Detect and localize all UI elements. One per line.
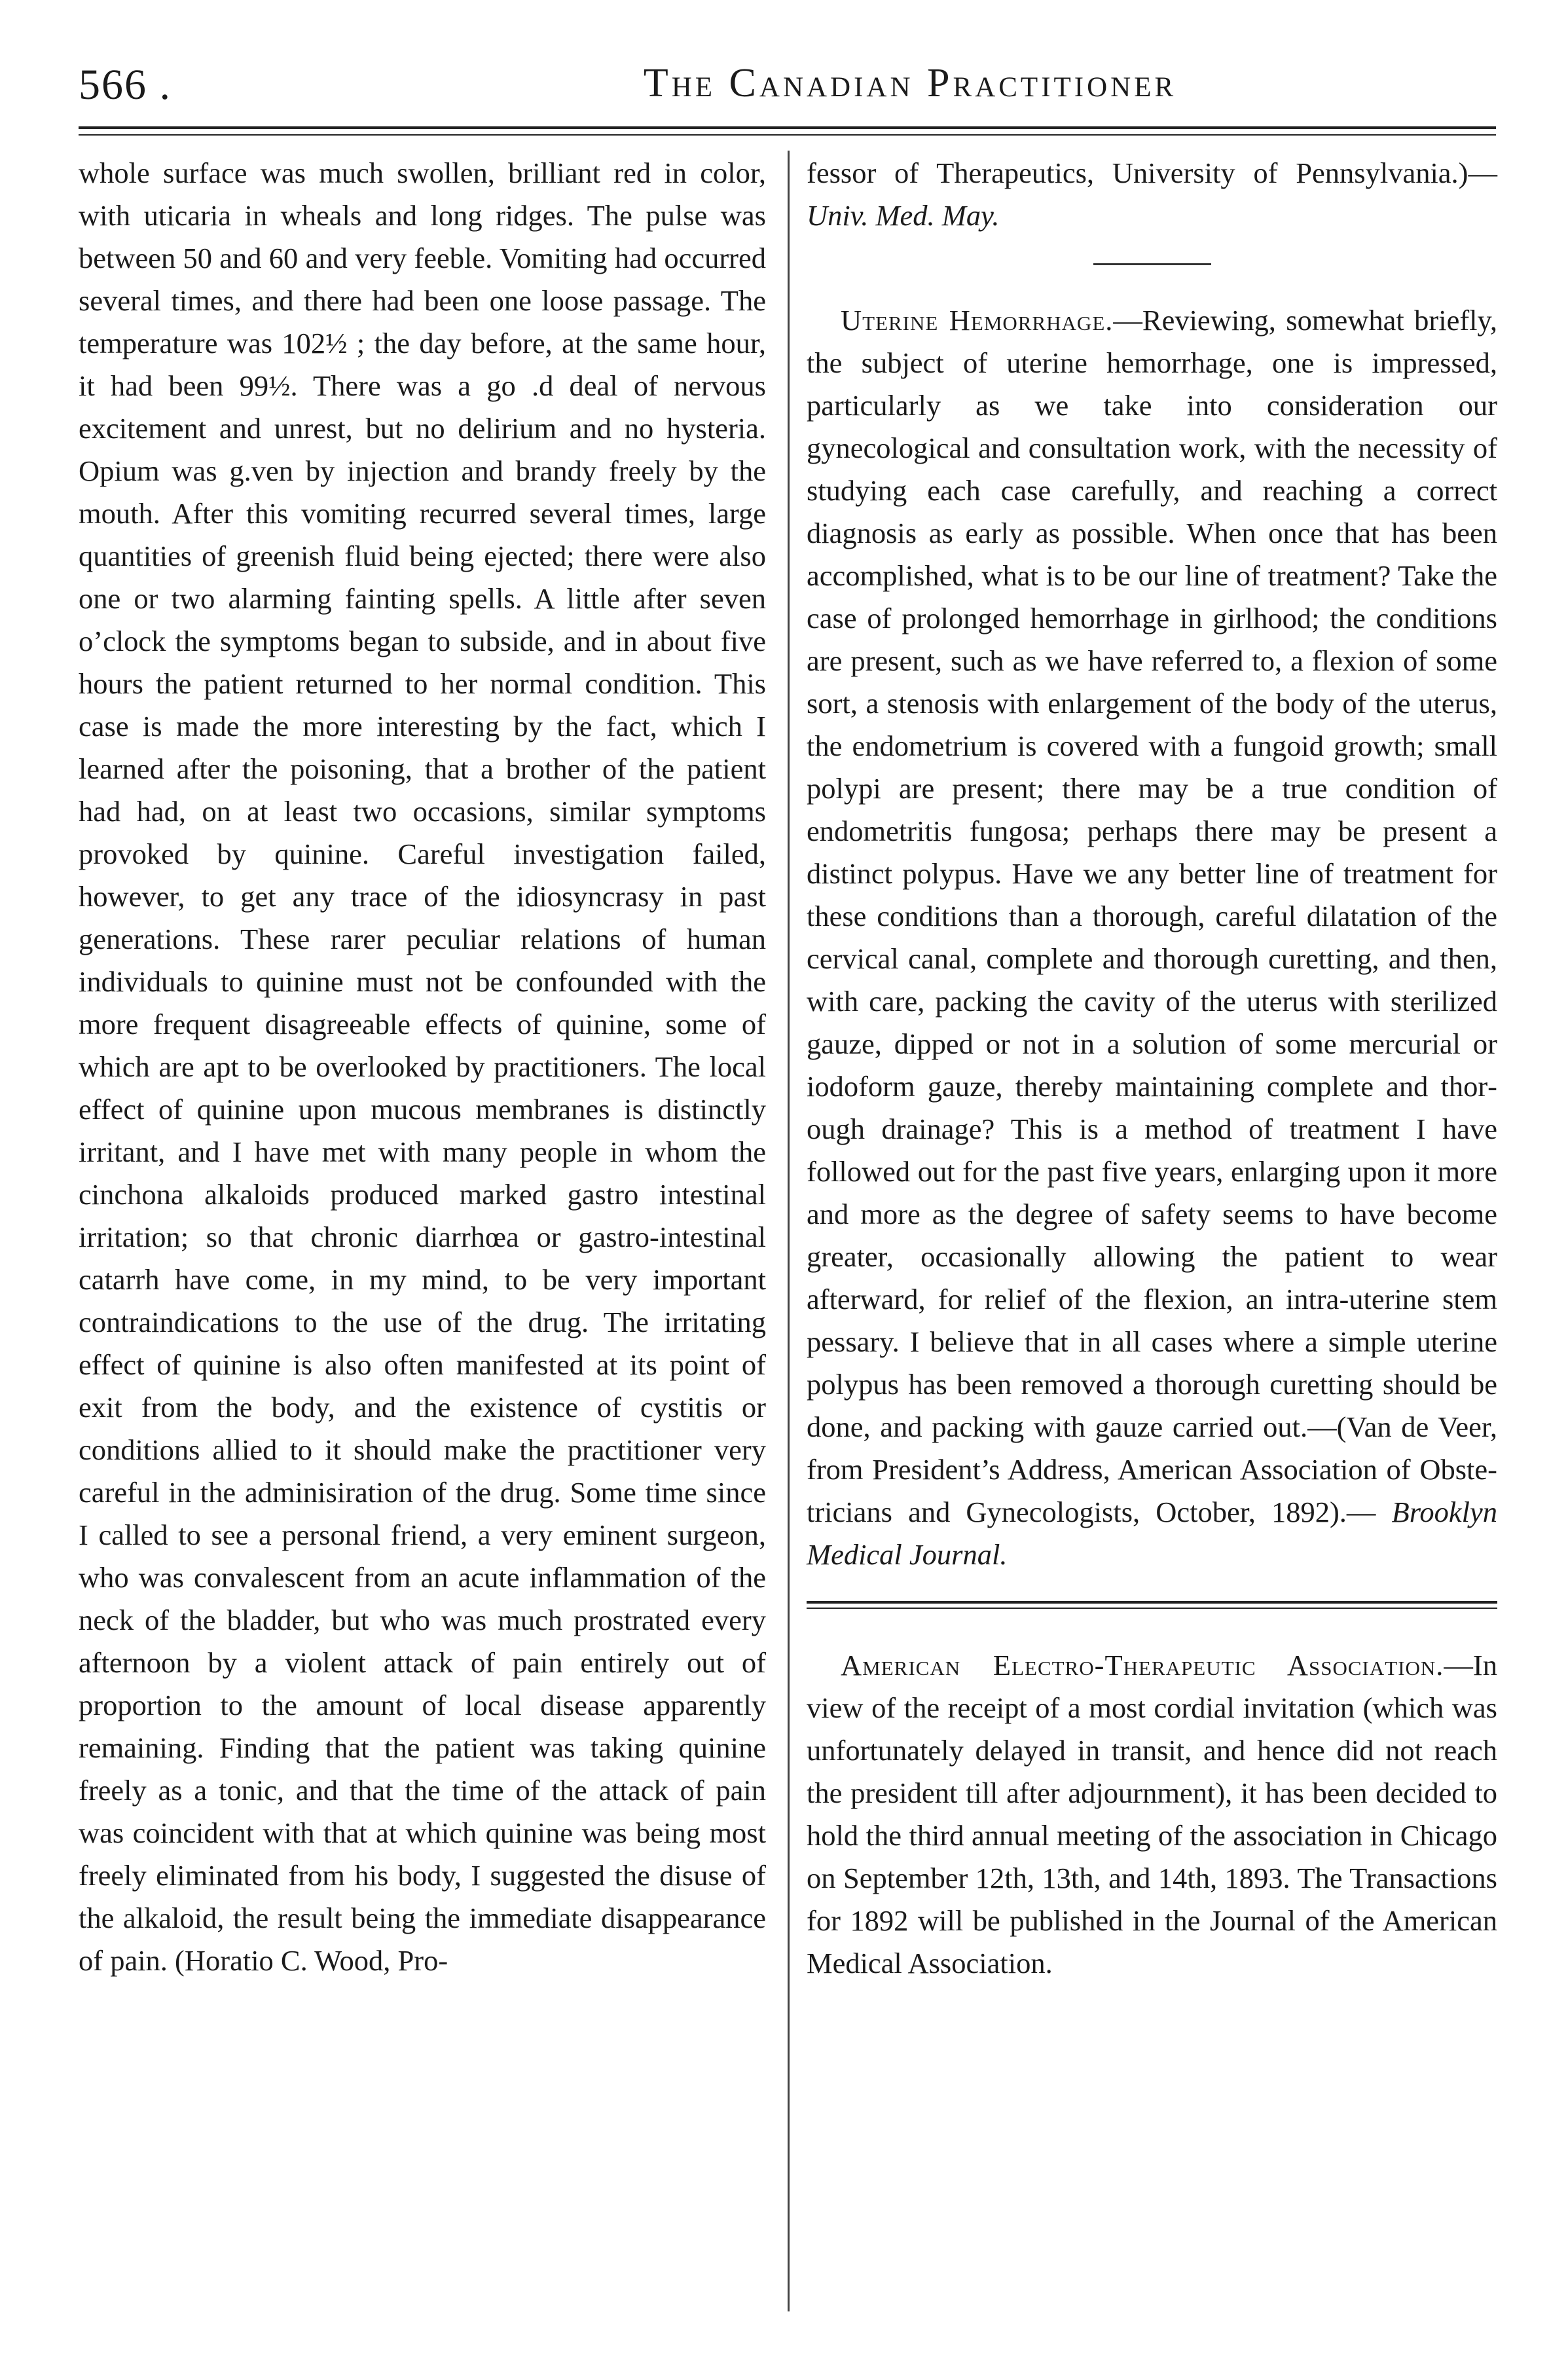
continuation-citation: Univ. Med. May. [807,199,1000,232]
page-number: 566 . [79,61,172,109]
header-rule-thick [79,126,1496,129]
section-divider [807,1601,1497,1609]
article-separator [1093,263,1211,265]
header-rule-thin [79,134,1496,136]
uterine-hemorrhage-citation: Brooklyn Medical Journal. [807,1496,1497,1571]
electro-therapeutic-heading: American Electro-Therapeutic Association. [841,1649,1444,1682]
running-title: The Canadian Practitioner [643,61,1177,105]
column-divider [788,151,790,2311]
page-header [0,0,1568,144]
left-column [79,152,766,1982]
uterine-hemorrhage-heading: Uterine Hemorrhage. [841,304,1114,337]
uterine-hemorrhage-article [807,299,1497,1576]
continuation-paragraph [807,152,1497,237]
right-column [807,152,1497,1985]
section-rule-thick [807,1601,1497,1604]
left-column-paragraph: whole surface was much swollen, brilliant red in color, with uticaria in wheals and long ridges. The pulse was between 50 and 60 and very feeble. Vomiting had occurred several times, and there had been one loose passage. The temperature was 102½ ; the day before, at the same hour, it had been 99½. There was a go .d deal of nervous excitement and unrest, but no delirium and no hysteria. Opium was g.ven by injection and brandy freely by the mouth. After this vomiting recurred several times, large quantities of greenish fluid being ejected; there were also one or two alarming fainting spells. A little after seven o’clock the symptoms began to subside, and in about five hours the patient returned to her normal condition. This case is made the more interesting by the fact, which I learned after the poisoning, that a brother of the patient had had, on at least two occasions, similar symptoms provoked by quinine. Careful investigation failed, however, to get any trace of the idiosyncrasy in past generations. These rarer peculiar relations of human individuals to quinine must not be confounded with the more frequent disagreeable effects of quinine, some of which are apt to be overlooked by practitioners. The local effect of quinine upon mucous membranes is distinctly irritant, and I have met with many people in whom the cinchona alkaloids produced marked gastro intestinal irritation; so that chronic diarrhœa or gastro-intestinal catarrh have come, in my mind, to be very important contraindications to the use of the drug. The irritating effect of quinine is also often manifested at its point of exit from the body, and the existence of cystitis or conditions allied to it should make the practitioner very careful in the adminisiration of the drug. Some time since I called to see a personal friend, a very eminent surgeon, who was convalescent from an acute inflammation of the neck of the bladder, but who was much prostrated every afternoon by a violent attack of pain entirely out of proportion to the amount of local disease apparently remaining. Finding that the patient was taking quinine freely as a tonic, and that the time of the attack of pain was coincident with that at which quinine was being most freely eliminated from his body, I suggested the disuse of the alkaloid, the result being the immediate disappearance of pain. (Horatio C. Wood, Pro- [79,156,766,1977]
continuation-text: fessor of Therapeutics, University of Pennsylvania.)— [807,156,1497,189]
section-rule-thin [807,1608,1497,1609]
uterine-hemorrhage-body: —Reviewing, somewhat briefly, the subject of uterine hemorrhage, one is impressed, particularly as we take into consideration our gynecological and consultation work, with the necessity of studying each case carefully, and reaching a correct diagnosis as early as possible. When once that has been accomplished, what is to be our line of treatment? Take the case of prolonged hemorrhage in girlhood; the conditions are present, such as we have referred to, a flexion of some sort, a stenosis with enlargement of the body of the uterus, the endometrium is covered with a fungoid growth; small polypi are present; there may be a true condition of endometritis fungosa; perhaps there may be present a distinct polypus. Have we any better line of treatment for these conditions than a thorough, careful dilatation of the cervical canal, complete and thorough curetting, and then, with care, packing the cavity of the uterus with sterilized gauze, dipped or not in a solution of some mercurial or iodoform gauze, thereby maintaining complete and thorough drainage? This is a method of treatment I have followed out for the past five years, enlarging upon it more and more as the degree of safety seems to have become greater, occasionally allowing the patient to wear afterward, for relief of the flexion, an intra-uterine stem pessary. I believe that in all cases where a simple uterine polypus has been removed a thorough curetting should be done, and packing with gauze carried out.—(Van de Veer, from President’s Address, American Association of Obstetricians and Gynecologists, October, 1892).— [807,304,1497,1528]
electro-therapeutic-article [807,1644,1497,1985]
electro-therapeutic-body: —In view of the receipt of a most cordial invitation (which was unfortunately delayed in transit, and hence did not reach the president till after adjournment), it has been decided to hold the third annual meeting of the association in Chicago on September 12th, 13th, and 14th, 1893. The Transactions for 1892 will be published in the Journal of the American Medical Association. [807,1649,1497,1979]
